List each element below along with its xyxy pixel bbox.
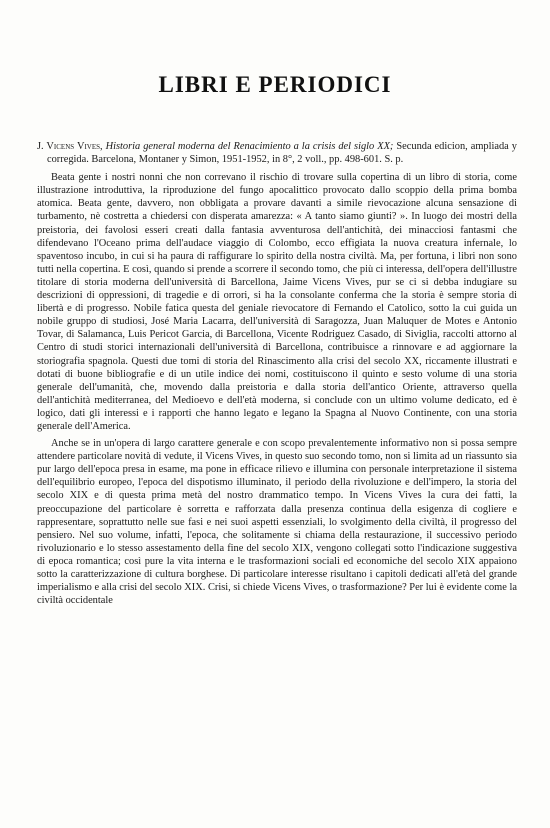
review-paragraph-1: Beata gente i nostri nonni che non correvano il rischio di trovare sulla copertina di un libro di storia, come illustrazione introduttiva, la riproduzione del fungo apocalittico provocato dallo scoppio della prima bomba atomica. Beata gente, davvero, non obbligata a provare davanti a simile rievocazione alcuna sensazione di turbamento, nè costretta a chiedersi con disperata amarezza: « A tanto siamo giunti? ». In luogo dei mostri della preistoria, dei favolosi esseri creati dalla fantasia avventurosa dell'antichità, dei minacciosi fantasmi che difendevano l'Oceano prima dell'audace viaggio di Colombo, ecco effigiata la nuova creatura infernale, lo spaventoso incubo, in cui si ha paura di raffigurare lo spirito della nostra civiltà. Ma, per fortuna, i libri non sono tutti nella copertina. E così, quando si prende a scorrere il secondo tomo, che più ci interessa, dell'opera dell'illustre titolare di storia moderna dell'università di Barcellona, Jaime Vicens Vives, pur se ci si debba indugiare su descrizioni di oppressioni, di tragedie e di orrori, si ha la consolante conferma che la storia è sempre storia di libertà e di progresso. Nobile fatica questa del geniale rievocatore di Fernando el Catolico, sotto la cui guida un nobile gruppo di studiosi, José Maria Lacarra, dell'università di Saragozza, Juan Maluquer de Motes e Antonio Tovar, di Salamanca, Luis Pericot Garcia, di Barcellona, Vicente Rodriguez Casado, di Siviglia, raccolti attorno al Centro di studi storici internazionali dell'università di Barcellona, contribuisce a rinnovare e ad aggiornare la storiografia spagnola. Questi due tomi di storia del Rinascimento alla crisi del secolo XX, riccamente illustrati e dotati di buone bibliografie e di un utile indice dei nomi, costituiscono il quinto e sesto volume di una storia generale dell'umanità, che, movendo dalla preistoria e dalla storia dell'antico Oriente, attraverso quella dell'antichità mediterranea, del Medioevo e dell'età moderna, si conclude con un ultimo volume dedicato, ed è logico, dati gli interessi e i rapporti che hanno legato e legano la Spagna al Nuovo Continente, con una storia generale dell'America. bbox=[37, 172, 517, 432]
section-title: LIBRI E PERIODICI bbox=[158, 72, 392, 97]
book-citation bbox=[37, 140, 517, 166]
citation-details: Secunda edicion, ampliada y corregida. Barcelona, Montaner y Simon, 1951-1952, in 8°, 2 voll., pp. 498-601. S. p. bbox=[47, 141, 517, 166]
citation-work-title: Historia general moderna del Renacimiento a la crisis del siglo XX; bbox=[105, 141, 394, 152]
citation-author: J. Vicens Vives, bbox=[37, 141, 103, 152]
review-content bbox=[37, 140, 517, 611]
review-paragraph-2: Anche se in un'opera di largo carattere generale e con scopo prevalentemente informativo non si possa sempre attendere particolare novità di vedute, il Vicens Vives, in questo suo secondo tomo, non si limita ad un riassunto sia pur largo dell'epoca presa in esame, ma pone in efficace rilievo e illumina con personale interpretazione il sistema dell'equilibrio europeo, l'epoca del dispotismo illuminato, il periodo della rivoluzione e dell'impero, la storia del secolo XIX e di questa prima metà del nostro drammatico tempo. In Vicens Vives la cura dei fatti, la preoccupazione del particolare è sorretta e rafforzata dalla presenza continua della esigenza di cogliere e rappresentare, soprattutto nelle sue fasi e nei suoi aspetti essenziali, lo svolgimento della civiltà, il progresso del pensiero. Nel suo volume, infatti, l'epoca, che solitamente si chiama della restaurazione, il successivo periodo rivoluzionario e lo stesso assestamento della fine del secolo XIX, vengono collegati sotto l'indicazione suggestiva di epoca romantica; così pure la vita interna e le trasformazioni sociali ed economiche del secolo XIX appaiono sotto la caratterizzazione di cultura borghese. Di particolare interesse risultano i capitoli dedicati all'età del grande imperialismo e alla crisi del secolo XIX. Crisi, si chiede Vicens Vives, o trasformazione? Per lui è evidente come la civiltà occidentale bbox=[37, 438, 517, 607]
